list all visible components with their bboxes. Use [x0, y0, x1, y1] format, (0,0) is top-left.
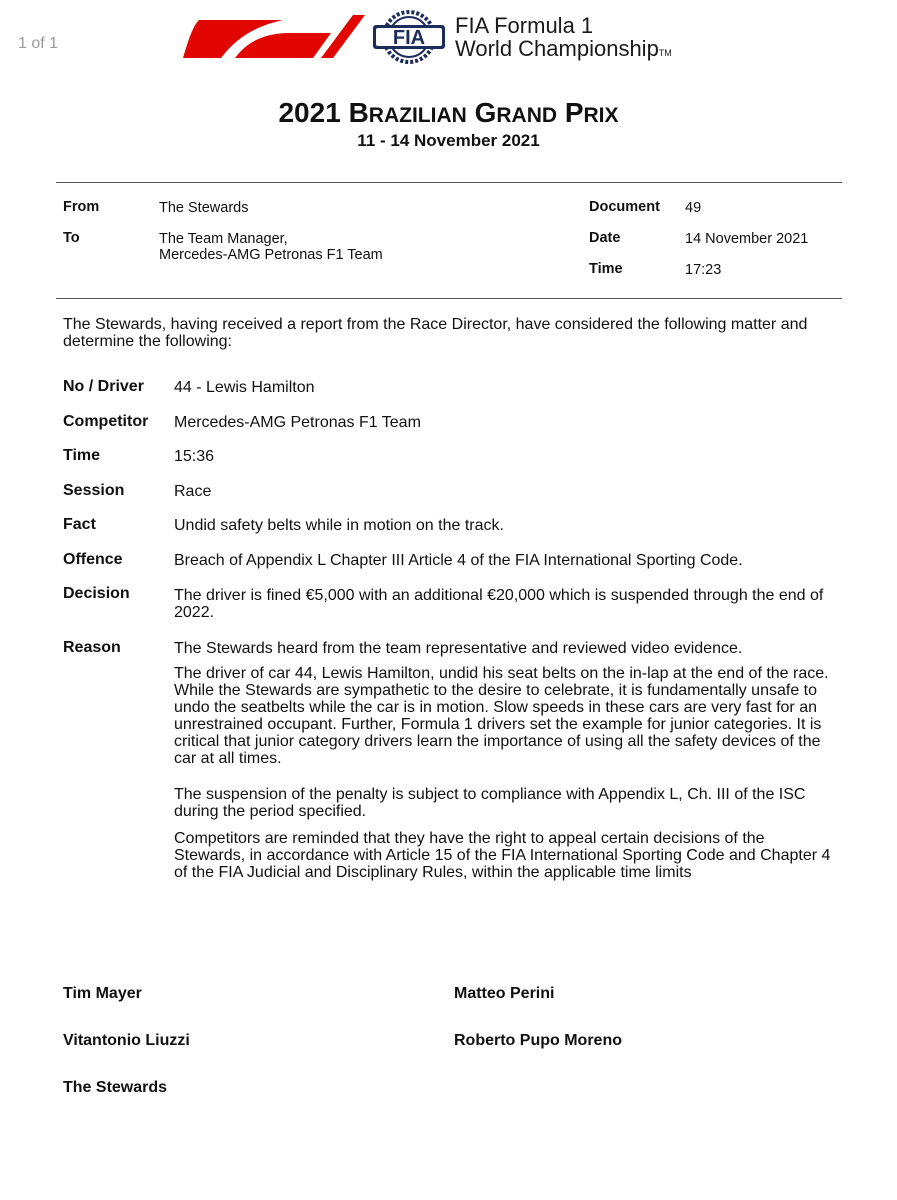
fia-emblem — [369, 9, 449, 64]
title-rest: RAND — [496, 104, 558, 127]
title-initial: B — [348, 97, 369, 128]
offence-label: Offence — [63, 551, 123, 568]
incident-time-value: 15:36 — [174, 448, 215, 465]
decision-value: The driver is fined €5,000 with an additional €20,000 which is suspended through the end of 2022. — [174, 587, 824, 621]
reason-p1: The Stewards heard from the team representative and reviewed video evidence. — [174, 640, 743, 657]
page-indicator: 1 of 1 — [18, 35, 59, 52]
time-value: 17:23 — [685, 262, 722, 278]
fact-value: Undid safety belts while in motion on the track. — [174, 517, 504, 534]
reason-p3: The suspension of the penalty is subject to compliance with Appendix L, Ch. III of the ISC during the period specified. — [174, 786, 806, 820]
fact-label: Fact — [63, 516, 96, 533]
competitor-value: Mercedes-AMG Petronas F1 Team — [174, 414, 421, 431]
fia-emblem-text: FIA — [392, 27, 426, 49]
driver-value: 44 - Lewis Hamilton — [174, 379, 315, 396]
to-label: To — [63, 230, 80, 246]
from-value: The Stewards — [159, 200, 249, 216]
steward-signature: Matteo Perini — [454, 985, 555, 1002]
to-value — [159, 231, 383, 263]
title-initial: G — [474, 97, 497, 128]
intro-paragraph: The Stewards, having received a report from the Race Director, have considered the following matter and determine the following: — [63, 316, 808, 350]
reason-label: Reason — [63, 639, 121, 656]
steward-signature: Roberto Pupo Moreno — [454, 1032, 622, 1049]
title-initial: P — [564, 97, 584, 128]
championship-line1: FIA Formula 1 — [455, 13, 594, 38]
competitor-label: Competitor — [63, 413, 149, 430]
championship-text — [455, 14, 672, 65]
title-year: 2021 — [278, 97, 341, 128]
offence-value: Breach of Appendix L Chapter III Article 4 of the FIA International Sporting Code. — [174, 552, 743, 569]
stewards-footer: The Stewards — [63, 1079, 168, 1096]
date-value: 14 November 2021 — [685, 231, 809, 247]
steward-signature: Vitantonio Liuzzi — [63, 1032, 190, 1049]
session-label: Session — [63, 482, 125, 499]
reason-p4: Competitors are reminded that they have the right to appeal certain decisions of the Stewards, in accordance with Article 15 of the FIA International Sporting Code and Chapter 4 of the FIA Judicial and Disciplinary Rules, within the applicable time limits — [174, 830, 831, 881]
event-dates: 11 - 14 November 2021 — [357, 131, 540, 150]
reason-p2: The driver of car 44, Lewis Hamilton, undid his seat belts on the in-lap at the end of the race. While the Stewards are sympathetic to the desire to celebrate, it is fundamentally unsafe to undo the seatbelts while the car is in motion. Slow speeds in these cars are very fast for an unrestrained occupant. Further, Formula 1 drivers set the example for junior categories. It is critical that junior category drivers learn the importance of using all the safety devices of the car at all times. — [174, 665, 829, 767]
header-top-rule — [56, 182, 842, 183]
header-bottom-rule — [56, 298, 842, 299]
session-value: Race — [174, 483, 212, 500]
driver-label: No / Driver — [63, 378, 144, 395]
championship-line2: World Championship — [455, 36, 659, 61]
event-title — [0, 97, 897, 129]
document-value: 49 — [685, 200, 702, 216]
from-label: From — [63, 199, 100, 215]
title-rest: RAZILIAN — [368, 104, 467, 127]
time-label: Time — [589, 261, 623, 277]
title-rest: RIX — [583, 104, 619, 127]
to-value-line2: Mercedes-AMG Petronas F1 Team — [159, 247, 383, 263]
trademark: TM — [658, 48, 672, 58]
steward-signature: Tim Mayer — [63, 985, 142, 1002]
incident-time-label: Time — [63, 447, 101, 464]
f1-logo — [183, 12, 365, 60]
document-label: Document — [589, 199, 660, 215]
decision-label: Decision — [63, 585, 130, 602]
date-label: Date — [589, 230, 621, 246]
to-value-line1: The Team Manager, — [159, 231, 288, 247]
